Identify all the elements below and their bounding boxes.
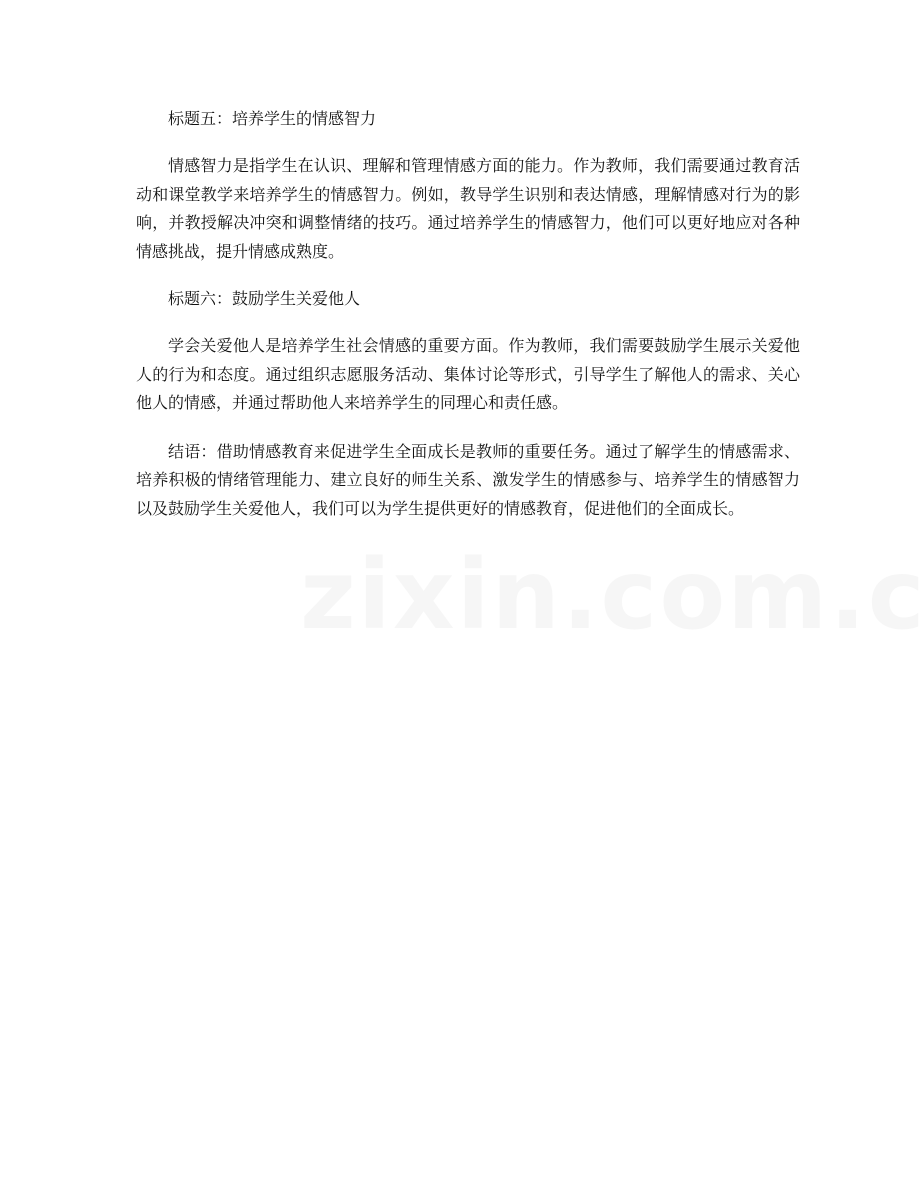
section-heading-6: 标题六：鼓励学生关爱他人 bbox=[168, 289, 361, 308]
conclusion-paragraph: 结语：借助情感教育来促进学生全面成长是教师的重要任务。通过了解学生的情感需求、培养积极的情绪管理能力、建立良好的师生关系、激发学生的情感参与、培养学生的情感智力以及鼓励学生关爱他人，我们可以为学生提供更好的情感教育，促进他们的全面成长。 bbox=[136, 441, 800, 518]
watermark bbox=[300, 520, 860, 670]
section-paragraph-5: 情感智力是指学生在认识、理解和管理情感方面的能力。作为教师，我们需要通过教育活动和课堂教学来培养学生的情感智力。例如，教导学生识别和表达情感，理解情感对行为的影响，并教授解决冲突和调整情绪的技巧。通过培养学生的情感智力，他们可以更好地应对各种情感挑战，提升情感成熟度。 bbox=[136, 156, 800, 261]
document-body bbox=[136, 104, 800, 541]
section-heading-5: 标题五：培养学生的情感智力 bbox=[168, 109, 377, 128]
section-paragraph-6: 学会关爱他人是培养学生社会情感的重要方面。作为教师，我们需要鼓励学生展示关爱他人的行为和态度。通过组织志愿服务活动、集体讨论等形式，引导学生了解他人的需求、关心他人的情感，并通过帮助他人来培养学生的同理心和责任感。 bbox=[136, 336, 800, 412]
